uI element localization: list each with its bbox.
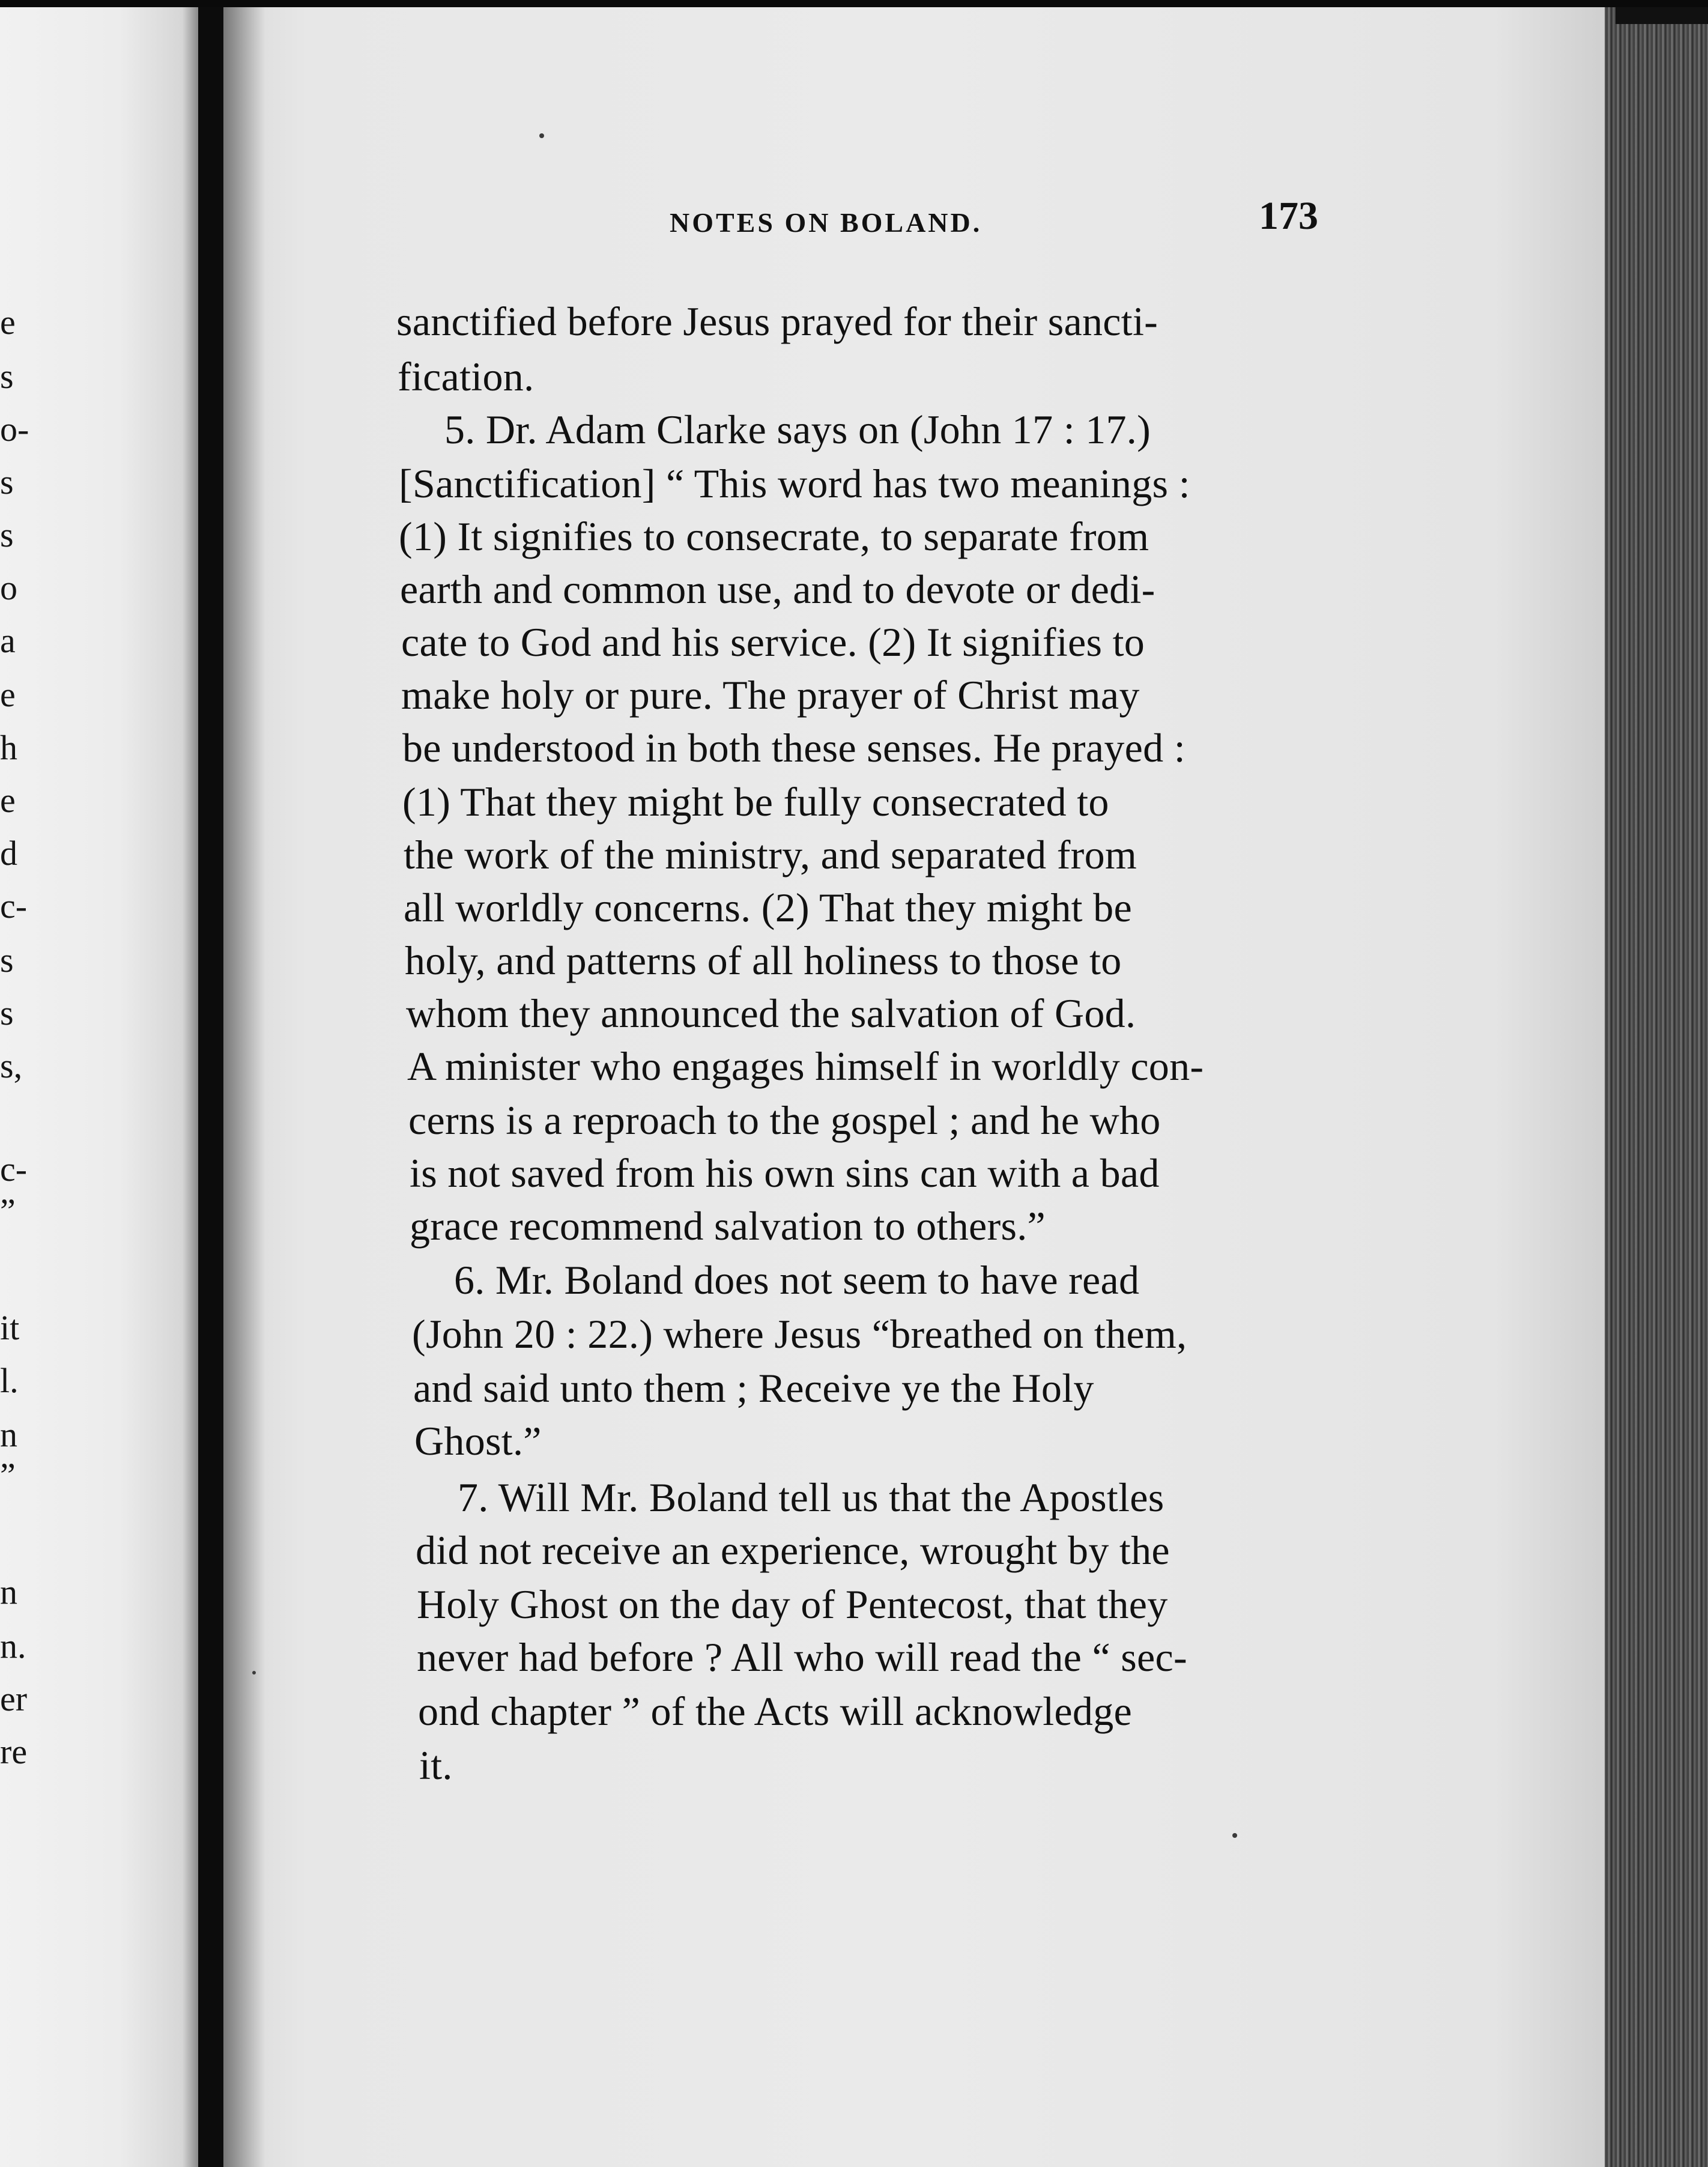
line-text: all worldly concerns. (2) That they might be: [404, 885, 1132, 930]
line-text: (John 20 : 22.) where Jesus “breathed on them,: [412, 1311, 1187, 1357]
line-text: make holy or pure. The prayer of Christ may: [401, 672, 1140, 718]
text-line: [0, 1253, 1708, 1307]
text-line: [0, 1572, 1708, 1631]
line-text: be understood in both these senses. He prayed :: [402, 725, 1186, 771]
line-text: the work of the ministry, and separated from: [404, 832, 1137, 877]
left-page-fragment: e: [0, 675, 16, 714]
left-page-fragment: o: [0, 568, 17, 607]
line-text: it.: [419, 1742, 453, 1788]
left-page-fragment: c-: [0, 1150, 28, 1189]
left-page-fragment: er: [0, 1679, 28, 1718]
left-page-fragment: a: [0, 621, 16, 660]
left-page-fragment: s: [0, 357, 14, 396]
left-page-fragment: o-: [0, 410, 29, 449]
text-line: [0, 1199, 1708, 1253]
text-line: [0, 294, 1708, 348]
line-text: 7. Will Mr. Boland tell us that the Apostles: [458, 1474, 1164, 1520]
line-text: cerns is a reproach to the gospel ; and he who: [408, 1097, 1161, 1143]
line-text: cate to God and his service. (2) It signifies to: [401, 619, 1145, 665]
text-line: [0, 880, 1708, 935]
line-text: sanctified before Jesus prayed for their sancti-: [396, 299, 1158, 344]
left-page-fragment: l.: [0, 1361, 19, 1400]
text-line: [0, 986, 1708, 1040]
left-page-fragment: s,: [0, 1046, 23, 1085]
line-text: holy, and patterns of all holiness to those to: [405, 938, 1122, 983]
line-text: 5. Dr. Adam Clarke says on (John 17 : 17.): [444, 407, 1151, 452]
text-line: [0, 509, 1708, 563]
text-line: [0, 721, 1708, 775]
text-line: [0, 1146, 1708, 1200]
line-text: (1) It signifies to consecrate, to separate from: [399, 514, 1149, 559]
line-text: whom they announced the salvation of God.: [406, 990, 1136, 1036]
text-line: [0, 668, 1708, 722]
line-text: [Sanctification] “ This word has two meanings :: [399, 461, 1190, 506]
line-text: Holy Ghost on the day of Pentecost, that they: [417, 1581, 1168, 1627]
line-text: and said unto them ; Receive ye the Holy: [413, 1365, 1094, 1411]
line-text: (1) That they might be fully consecrated to: [402, 779, 1109, 825]
text-line: [0, 1679, 1708, 1738]
left-page-fragment: it: [0, 1308, 20, 1347]
text-line: [0, 1307, 1708, 1361]
left-page-fragment: n: [0, 1572, 17, 1611]
text-line: [0, 775, 1708, 829]
text-line: [0, 1039, 1708, 1093]
left-page-fragment: ”: [0, 1456, 16, 1495]
left-page-fragment: re: [0, 1732, 28, 1771]
line-text: is not saved from his own sins can with a bad: [410, 1150, 1160, 1196]
text-line: [0, 615, 1708, 669]
text-line: [0, 1093, 1708, 1147]
page-number: 173: [1259, 194, 1318, 238]
line-text: did not receive an experience, wrought by the: [416, 1527, 1170, 1573]
line-text: ond chapter ” of the Acts will acknowledge: [418, 1688, 1132, 1734]
text-line: [0, 350, 1708, 404]
text-line: [0, 1414, 1708, 1468]
text-line: [0, 933, 1708, 987]
text-line: [0, 562, 1708, 616]
left-page-fragment: n: [0, 1415, 17, 1454]
left-page-fragment: s: [0, 462, 14, 502]
left-page-fragment: ”: [0, 1192, 16, 1231]
page-header: [670, 193, 1318, 247]
line-text: fication.: [398, 354, 535, 399]
text-line: [0, 828, 1708, 882]
line-text: A minister who engages himself in worldly con-: [407, 1043, 1204, 1089]
text-line: [0, 1361, 1708, 1415]
left-page-fragment: e: [0, 303, 16, 342]
line-text: never had before ? All who will read the “ sec-: [417, 1634, 1187, 1680]
line-text: 6. Mr. Boland does not seem to have read: [454, 1257, 1140, 1303]
dust-speck: [1232, 1833, 1237, 1838]
left-page-fragment: s: [0, 993, 14, 1032]
text-line: [0, 1626, 1708, 1684]
line-text: grace recommend salvation to others.”: [410, 1203, 1046, 1249]
dust-speck: [539, 133, 544, 138]
line-text: Ghost.”: [414, 1418, 542, 1464]
scan-frame-top: [0, 0, 1708, 7]
text-line: [0, 1470, 1708, 1524]
left-page-fragment: e: [0, 781, 16, 820]
text-line: [0, 1738, 1708, 1792]
left-page-fragment: d: [0, 834, 17, 873]
text-line: [0, 456, 1708, 511]
line-text: earth and common use, and to devote or dedi-: [400, 566, 1155, 612]
text-line: [0, 1523, 1708, 1577]
left-page-fragment: c-: [0, 886, 28, 926]
left-page-fragment: n.: [0, 1626, 26, 1665]
text-line: [0, 402, 1708, 456]
left-page-fragment: s: [0, 941, 14, 980]
left-page-fragment: s: [0, 515, 14, 554]
left-page-fragment: h: [0, 728, 17, 767]
running-title: NOTES ON BOLAND.: [670, 207, 983, 238]
